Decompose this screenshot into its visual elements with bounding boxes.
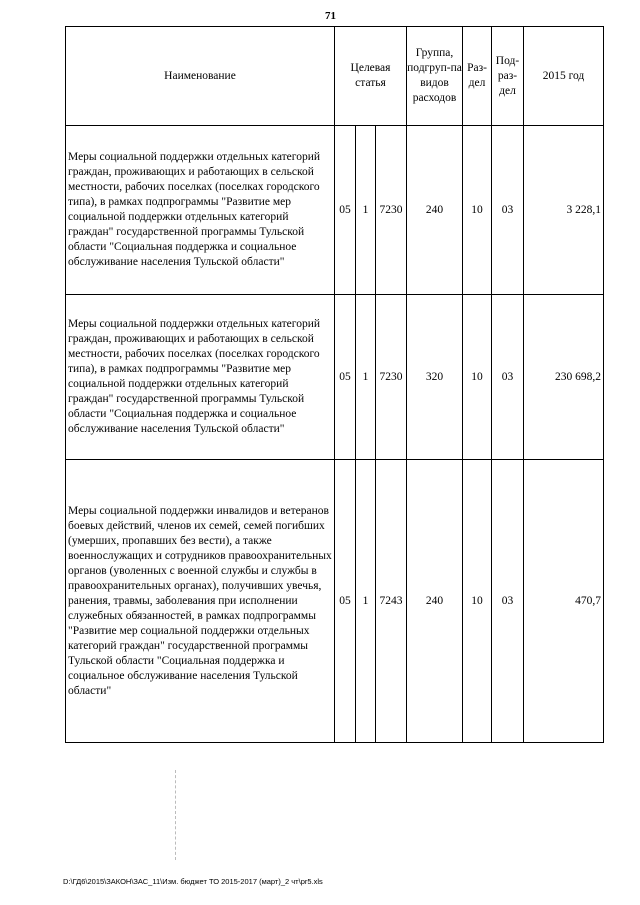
amount-2015: 470,7: [524, 460, 604, 743]
budget-table: [65, 26, 604, 743]
section-code: 10: [463, 126, 492, 295]
target-code-direction: 7243: [376, 460, 407, 743]
target-code-subprogram: 1: [356, 295, 376, 460]
amount-2015: 3 228,1: [524, 126, 604, 295]
target-code-direction: 7230: [376, 126, 407, 295]
header-subsection: Под-раз-дел: [492, 27, 524, 126]
file-path-footer: D:\ГД6\2015\ЗАКОН\ЗАС_11\Изм. бюджет ТО 2015-2017 (март)_2 чт\pr5.xls: [63, 877, 323, 886]
table-row: [66, 295, 604, 460]
expense-group: 320: [407, 295, 463, 460]
table-row: [66, 460, 604, 743]
section-code: 10: [463, 295, 492, 460]
target-code-direction: 7230: [376, 295, 407, 460]
header-target: Целевая статья: [335, 27, 407, 126]
row-name: Меры социальной поддержки отдельных категорий граждан, проживающих и работающих в сельской местности, рабочих поселках (поселках городского типа), в рамках подпрограммы "Развитие мер социальной поддержки отдельных категорий граждан" государственной программы Тульской области "Социальная поддержка и социальное обслуживание населения Тульской области": [66, 295, 335, 460]
header-section: Раз-дел: [463, 27, 492, 126]
target-code-program: 05: [335, 295, 356, 460]
page-number: 71: [325, 10, 336, 22]
target-code-subprogram: 1: [356, 126, 376, 295]
page-fold-line: [175, 770, 176, 860]
header-name: Наименование: [66, 27, 335, 126]
header-year: 2015 год: [524, 27, 604, 126]
target-code-subprogram: 1: [356, 460, 376, 743]
subsection-code: 03: [492, 295, 524, 460]
row-name: Меры социальной поддержки инвалидов и ветеранов боевых действий, членов их семей, семей погибших (умерших, пропавших без вести), а также военнослужащих и сотрудников правоохранительных органов (уволенных с военной службы и службы в правоохранительных органах), получивших увечья, ранения, травмы, заболевания при исполнении служебных обязанностей, в рамках подпрограммы "Развитие мер социальной поддержки отдельных категорий граждан" государственной программы Тульской области "Социальная поддержка и социальное обслуживание населения Тульской области": [66, 460, 335, 743]
header-row: [66, 27, 604, 126]
section-code: 10: [463, 460, 492, 743]
target-code-program: 05: [335, 126, 356, 295]
subsection-code: 03: [492, 126, 524, 295]
amount-2015: 230 698,2: [524, 295, 604, 460]
table-row: [66, 126, 604, 295]
expense-group: 240: [407, 460, 463, 743]
subsection-code: 03: [492, 460, 524, 743]
target-code-program: 05: [335, 460, 356, 743]
expense-group: 240: [407, 126, 463, 295]
header-group: Группа, подгруп-па видов расходов: [407, 27, 463, 126]
row-name: Меры социальной поддержки отдельных категорий граждан, проживающих и работающих в сельской местности, рабочих поселках (поселках городского типа), в рамках подпрограммы "Развитие мер социальной поддержки отдельных категорий граждан" государственной программы Тульской области "Социальная поддержка и социальное обслуживание населения Тульской области": [66, 126, 335, 295]
